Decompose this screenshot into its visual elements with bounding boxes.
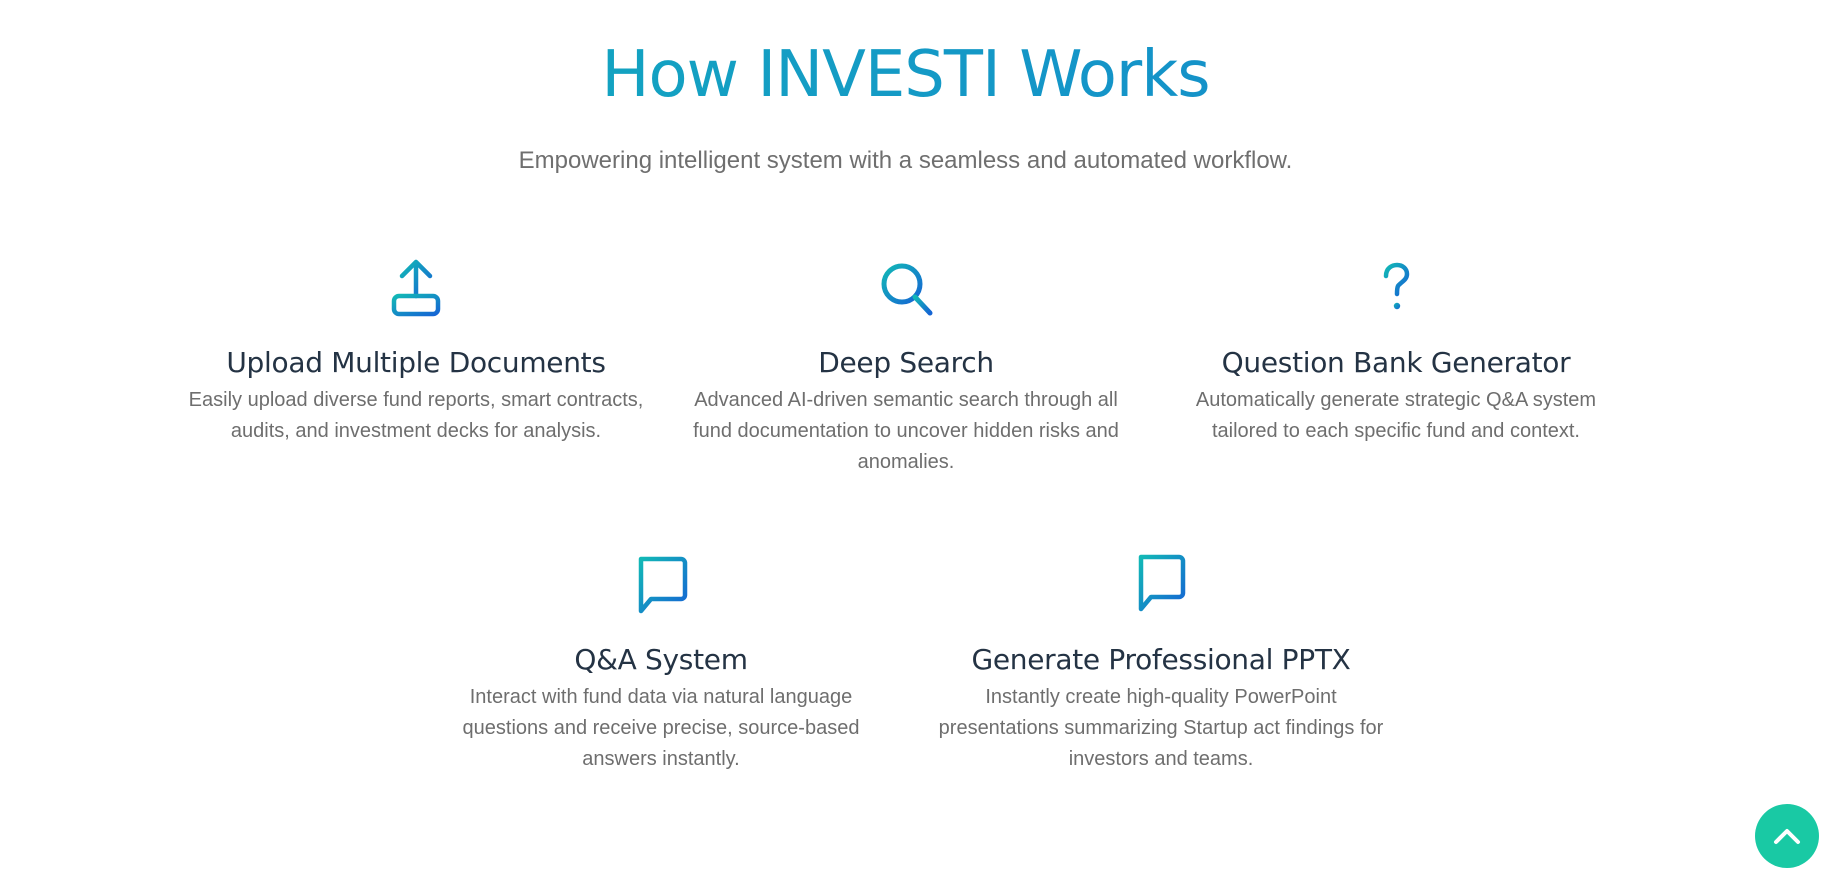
feature-title: Question Bank Generator [1221,346,1571,379]
scroll-to-top-button[interactable] [1755,804,1819,868]
chat-bubble-icon [1131,553,1191,617]
feature-description: Automatically generate strategic Q&A system tailored to each specific fund and context. [1195,389,1597,442]
chevron-up-icon [1772,826,1802,846]
feature-title: Q&A System [574,643,748,676]
question-icon [1376,256,1416,320]
feature-description: Instantly create high-quality PowerPoint presentations summarizing Startup act findings for investors and teams. [938,686,1384,770]
feature-description: Advanced AI-driven semantic search through all fund documentation to uncover hidden risks and anomalies. [693,389,1119,473]
search-icon [876,256,936,320]
feature-qa-system [425,553,897,775]
section-subtitle: Empowering intelligent system with a seamless and automated workflow. [518,147,1293,174]
feature-description: Easily upload diverse fund reports, smart contracts, audits, and investment decks for analysis. [188,389,644,442]
chat-bubble-icon [631,553,691,617]
feature-title: Deep Search [818,346,994,379]
feature-question-bank [1168,256,1624,447]
feature-generate-pptx [925,553,1397,775]
section-title: How INVESTI Works [0,38,1811,112]
feature-deep-search [678,256,1134,478]
feature-upload-documents [188,256,644,447]
feature-description: Interact with fund data via natural language questions and receive precise, source-based answers instantly. [462,686,860,770]
upload-icon [386,256,446,320]
feature-title: Generate Professional PPTX [971,643,1351,676]
feature-title: Upload Multiple Documents [226,346,606,379]
